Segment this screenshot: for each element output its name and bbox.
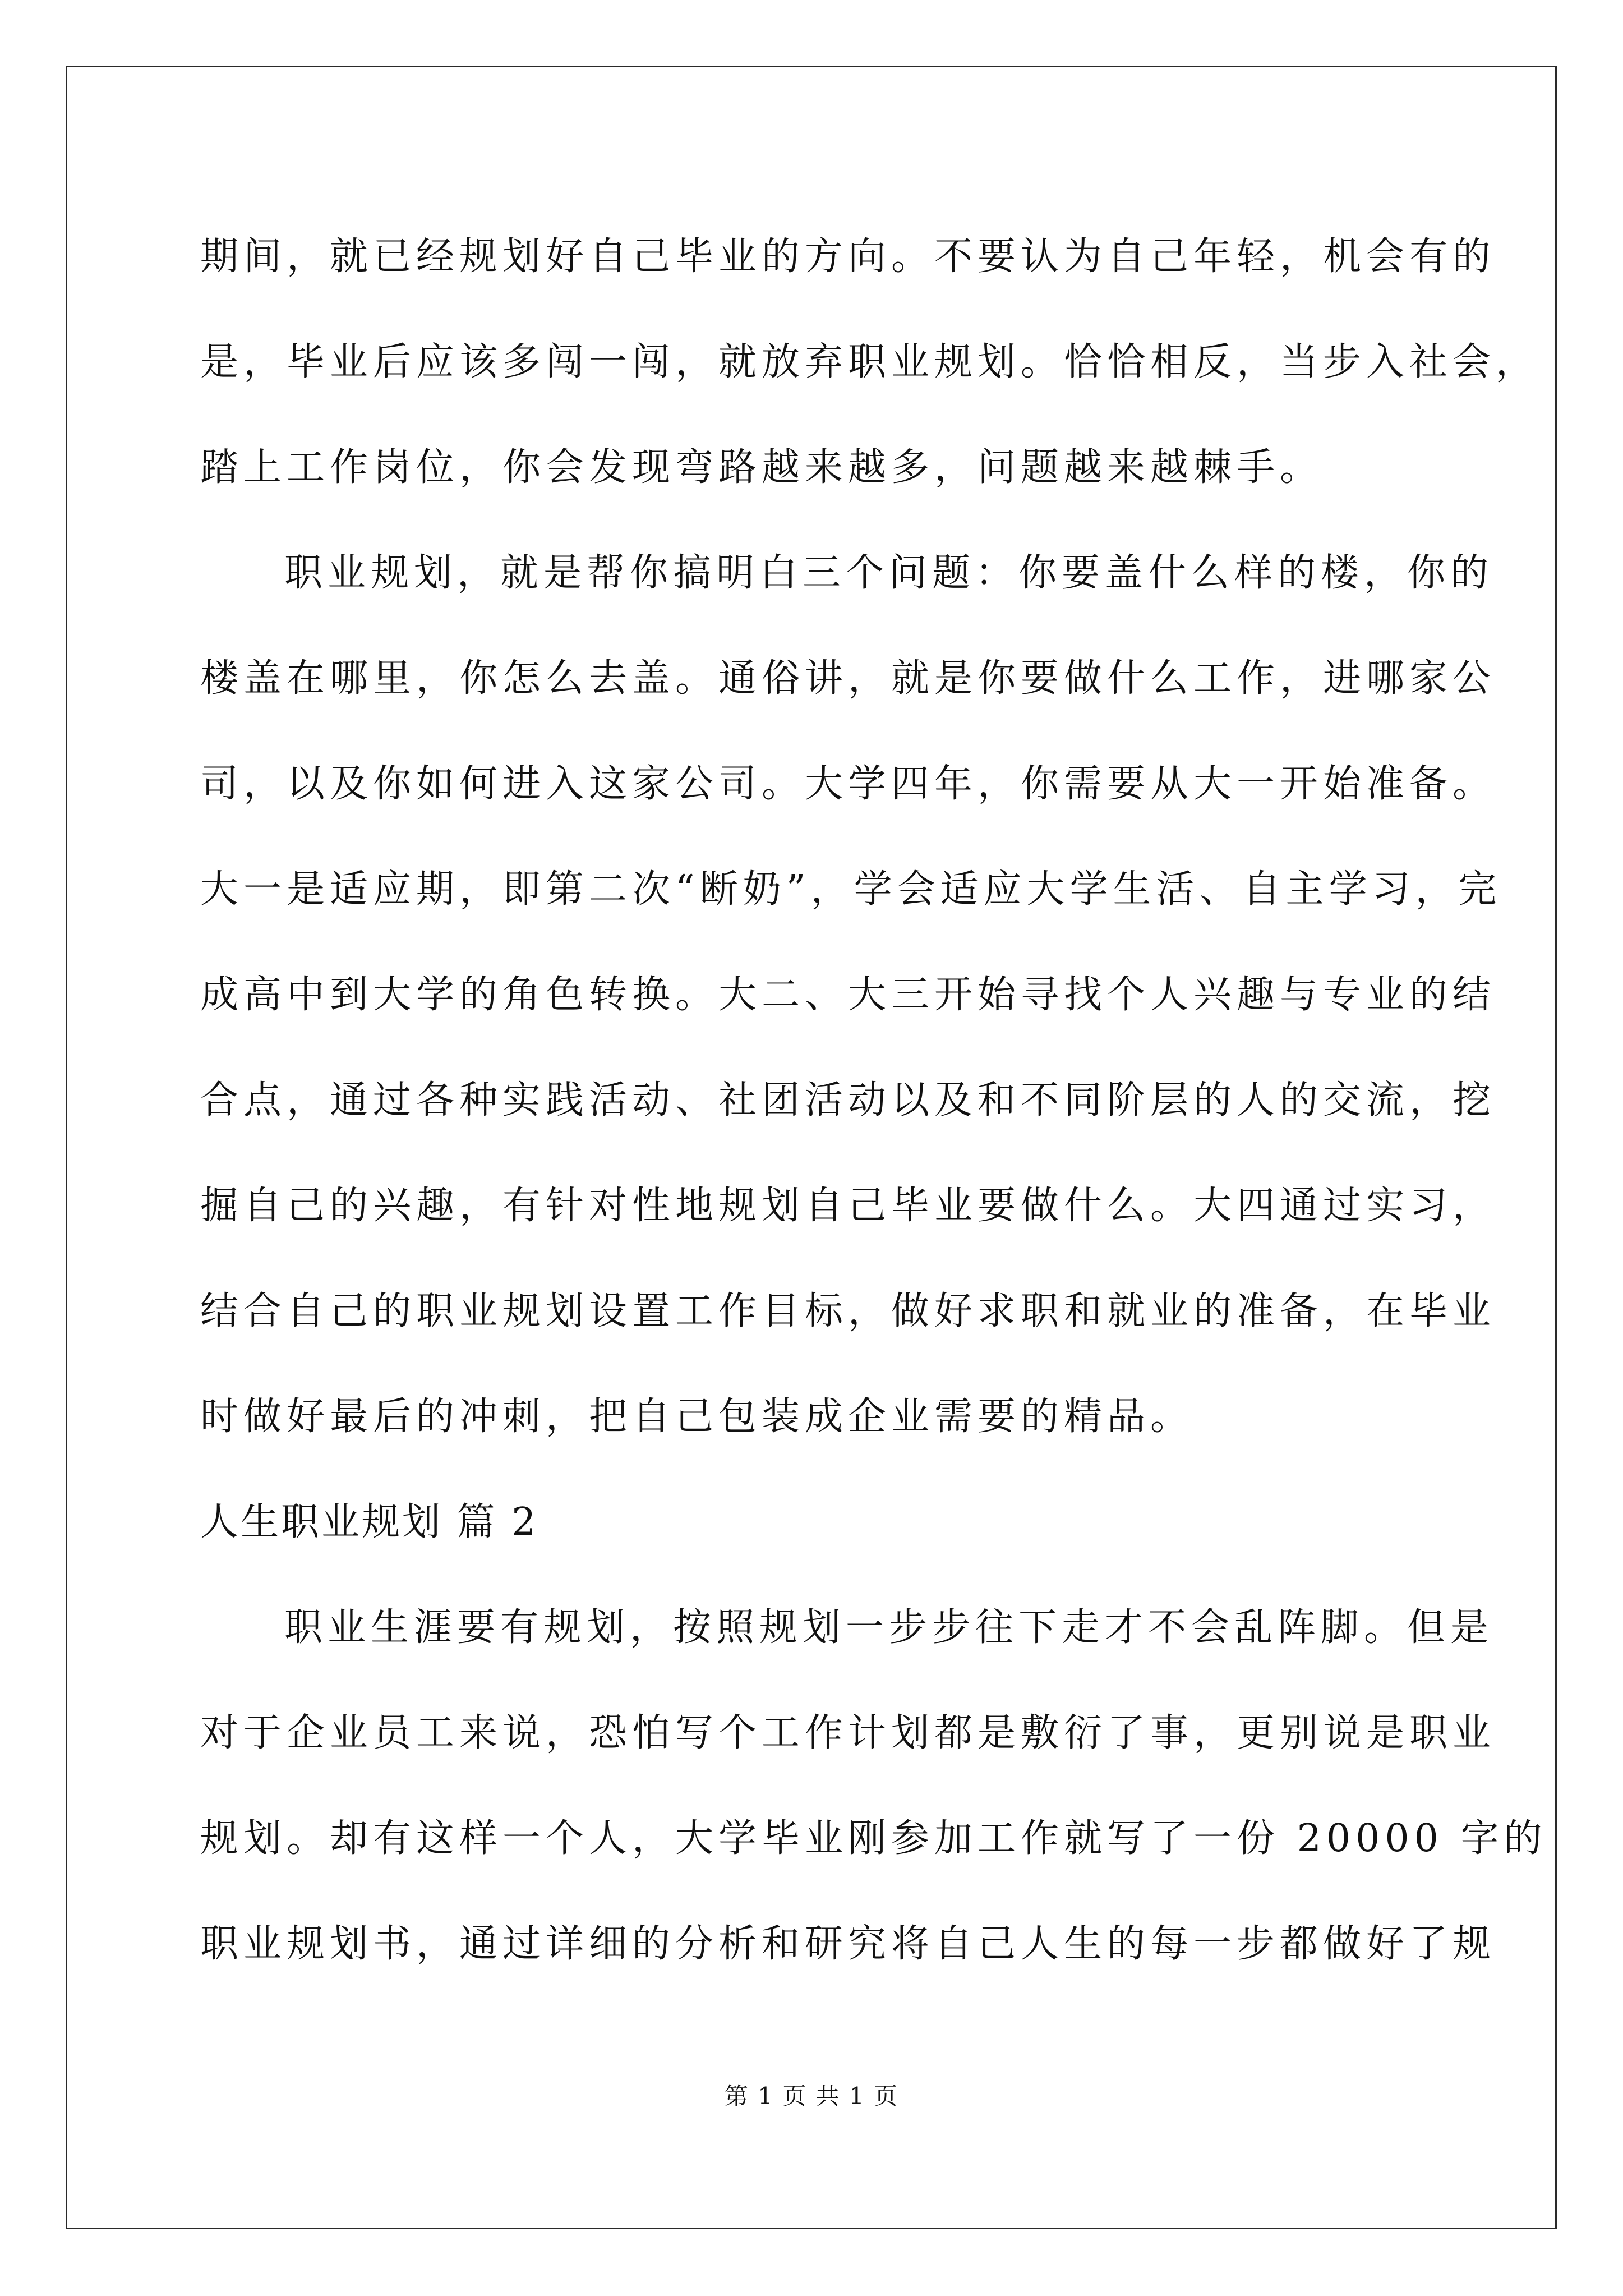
text-line: 楼盖在哪里，你怎么去盖。通俗讲，就是你要做什么工作，进哪家公 xyxy=(200,656,1496,701)
text-line: 司，以及你如何进入这家公司。大学四年，你需要从大一开始准备。 xyxy=(200,762,1496,806)
text-line: 职业生涯要有规划，按照规划一步步往下走才不会乱阵脚。但是 xyxy=(284,1605,1494,1650)
text-line: 时做好最后的冲刺，把自己包装成企业需要的精品。 xyxy=(200,1395,1194,1439)
text-line: 成高中到大学的角色转换。大二、大三开始寻找个人兴趣与专业的结 xyxy=(200,973,1496,1017)
text-line: 是，毕业后应该多闯一闯，就放弃职业规划。恰恰相反，当步入社会， xyxy=(200,340,1539,384)
text-line: 合点，通过各种实践活动、社团活动以及和不同阶层的人的交流，挖 xyxy=(200,1078,1496,1122)
text-line: 踏上工作岗位，你会发现弯路越来越多，问题越来越棘手。 xyxy=(200,445,1324,490)
text-line: 职业规划书，通过详细的分析和研究将自己人生的每一步都做好了规 xyxy=(200,1922,1496,1966)
document-body xyxy=(200,219,1547,2012)
text-line: 职业规划，就是帮你搞明白三个问题：你要盖什么样的楼，你的 xyxy=(284,551,1494,595)
text-line: 对于企业员工来说，恐怕写个工作计划都是敷衍了事，更别说是职业 xyxy=(200,1711,1496,1755)
text-line: 大一是适应期，即第二次“断奶”，学会适应大学生活、自主学习，完 xyxy=(200,867,1502,912)
text-line: 期间，就已经规划好自己毕业的方向。不要认为自己年轻，机会有的 xyxy=(200,234,1496,279)
page-footer: 第 1 页 共 1 页 xyxy=(724,2082,899,2110)
text-line: 规划。却有这样一个人，大学毕业刚参加工作就写了一份 20000 字的 xyxy=(200,1816,1547,1861)
text-line: 结合自己的职业规划设置工作目标，做好求职和就业的准备，在毕业 xyxy=(200,1289,1496,1333)
section-heading: 人生职业规划 篇 2 xyxy=(200,1500,538,1544)
text-line: 掘自己的兴趣，有针对性地规划自己毕业要做什么。大四通过实习， xyxy=(200,1184,1496,1228)
